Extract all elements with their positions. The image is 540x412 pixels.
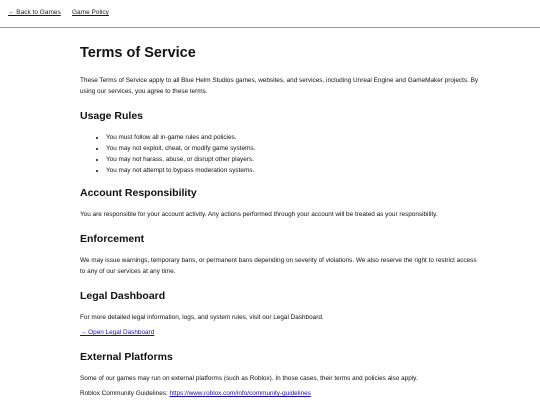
external-platforms-heading: External Platforms: [80, 351, 173, 363]
account-responsibility-heading: Account Responsibility: [80, 187, 197, 199]
enforcement-heading: Enforcement: [80, 233, 145, 245]
account-responsibility-text: You are responsible for your account activity. Any actions performed through your account will be treated as your responsibility.: [80, 211, 438, 218]
list-item: • You may not attempt to bypass moderation systems.: [106, 165, 480, 176]
legal-dashboard-text: For more detailed legal information, logs, and system rules, visit our Legal Dashboard.: [80, 314, 324, 321]
game-policy-link[interactable]: Game Policy: [72, 9, 109, 16]
usage-rules-heading: Usage Rules: [80, 110, 144, 122]
roblox-guidelines-link[interactable]: https://www.roblox.com/info/community-guidelines: [169, 390, 311, 397]
top-nav-bar: [0, 0, 540, 28]
open-legal-dashboard-link[interactable]: → Open Legal Dashboard: [80, 329, 155, 336]
terms-content: [80, 44, 480, 412]
page-title: Terms of Service: [80, 45, 196, 61]
back-to-games-link[interactable]: ← Back to Games: [8, 9, 61, 16]
list-item: • You may not exploit, cheat, or modify game systems.: [106, 143, 480, 154]
roblox-guidelines-line: [80, 388, 480, 399]
external-platforms-text: Some of our games may run on external platforms (such as Roblox). In those cases, their terms and policies also apply.: [80, 375, 418, 382]
usage-rules-list: [80, 132, 480, 176]
roblox-guidelines-label: Roblox Community Guidelines:: [80, 390, 168, 397]
enforcement-text: We may issue warnings, temporary bans, or permanent bans depending on severity of violations. We also reserve the right to restrict access to any of our services at any time.: [80, 257, 477, 275]
list-item: • You may not harass, abuse, or disrupt other players.: [106, 154, 480, 165]
list-item: • You must follow all in-game rules and policies.: [106, 132, 480, 143]
legal-dashboard-heading: Legal Dashboard: [80, 290, 166, 302]
intro-paragraph: These Terms of Service apply to all Blue Helm Studios games, websites, and services, including Unreal Engine and GameMaker projects. By using our services, you agree to these terms.: [80, 77, 479, 95]
